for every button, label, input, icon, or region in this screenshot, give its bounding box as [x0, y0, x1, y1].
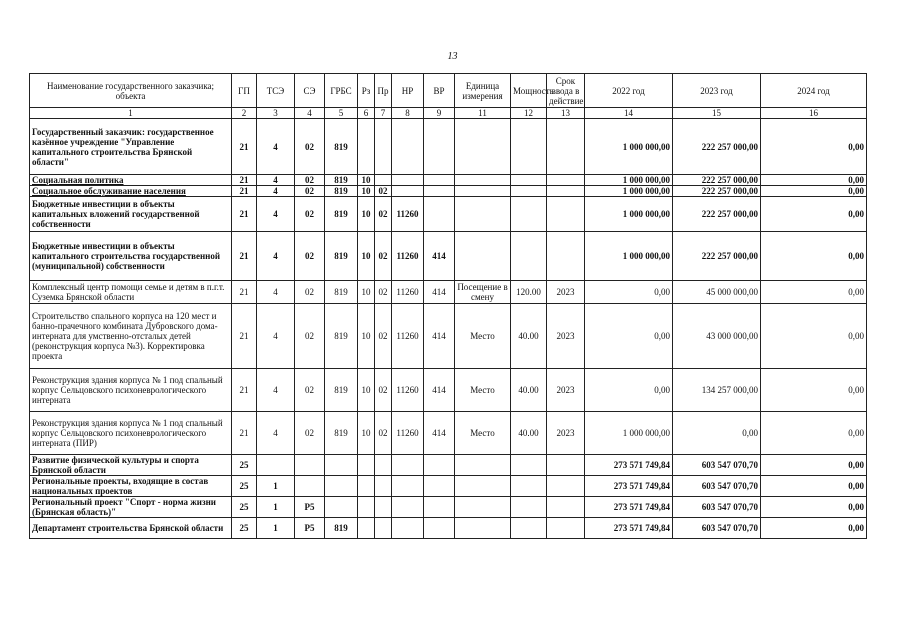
cell-se: 02	[295, 304, 325, 369]
header-2024: 2024 год	[761, 74, 867, 108]
cell-y2023: 0,00	[673, 412, 761, 455]
cell-term	[547, 497, 585, 518]
header-gp: ГП	[232, 74, 257, 108]
cell-capacity: 40.00	[511, 412, 547, 455]
cell-y2024: 0,00	[761, 186, 867, 197]
cell-name: Социальная политика	[30, 175, 232, 186]
column-number: 1	[30, 108, 232, 119]
cell-capacity	[511, 455, 547, 476]
column-number: 12	[511, 108, 547, 119]
cell-nr	[392, 119, 424, 175]
cell-gp: 21	[232, 232, 257, 281]
cell-y2023: 134 257 000,00	[673, 369, 761, 412]
cell-y2023: 603 547 070,70	[673, 497, 761, 518]
cell-unit	[455, 186, 511, 197]
table-row	[30, 119, 867, 175]
cell-y2023: 603 547 070,70	[673, 455, 761, 476]
table-row	[30, 455, 867, 476]
cell-pr: 02	[375, 369, 392, 412]
cell-term	[547, 186, 585, 197]
cell-tse: 4	[257, 304, 295, 369]
cell-y2023: 222 257 000,00	[673, 232, 761, 281]
cell-y2024: 0,00	[761, 518, 867, 539]
header-rz: Рз	[358, 74, 375, 108]
cell-unit	[455, 232, 511, 281]
cell-nr: 11260	[392, 232, 424, 281]
cell-pr: 02	[375, 412, 392, 455]
cell-pr	[375, 518, 392, 539]
cell-term: 2023	[547, 369, 585, 412]
cell-tse: 4	[257, 369, 295, 412]
cell-y2024: 0,00	[761, 497, 867, 518]
table-row	[30, 281, 867, 304]
column-number: 4	[295, 108, 325, 119]
cell-name: Комплексный центр помощи семье и детям в п.г.т. Суземка Брянской области	[30, 281, 232, 304]
cell-vr	[424, 175, 455, 186]
cell-rz: 10	[358, 197, 375, 232]
cell-grbs	[325, 476, 358, 497]
cell-grbs: 819	[325, 175, 358, 186]
cell-gp: 21	[232, 304, 257, 369]
cell-gp: 25	[232, 518, 257, 539]
header-2023: 2023 год	[673, 74, 761, 108]
cell-grbs: 819	[325, 119, 358, 175]
cell-tse: 1	[257, 497, 295, 518]
cell-nr: 11260	[392, 369, 424, 412]
column-number: 14	[585, 108, 673, 119]
cell-se: 02	[295, 412, 325, 455]
cell-pr: 02	[375, 304, 392, 369]
cell-term	[547, 175, 585, 186]
cell-gp: 21	[232, 119, 257, 175]
header-pr: Пр	[375, 74, 392, 108]
cell-tse: 4	[257, 175, 295, 186]
column-number: 16	[761, 108, 867, 119]
cell-y2024: 0,00	[761, 412, 867, 455]
column-number: 13	[547, 108, 585, 119]
cell-gp: 21	[232, 186, 257, 197]
header-se: СЭ	[295, 74, 325, 108]
cell-capacity: 40.00	[511, 304, 547, 369]
cell-nr	[392, 175, 424, 186]
column-number: 11	[455, 108, 511, 119]
cell-term	[547, 197, 585, 232]
cell-se: 02	[295, 281, 325, 304]
cell-y2022: 273 571 749,84	[585, 497, 673, 518]
cell-gp: 25	[232, 455, 257, 476]
cell-name: Региональный проект "Спорт - норма жизни (Брянская область)"	[30, 497, 232, 518]
cell-grbs: 819	[325, 232, 358, 281]
cell-vr	[424, 518, 455, 539]
cell-gp: 21	[232, 197, 257, 232]
header-nr: НР	[392, 74, 424, 108]
cell-tse: 4	[257, 119, 295, 175]
cell-y2023: 222 257 000,00	[673, 186, 761, 197]
cell-vr	[424, 476, 455, 497]
cell-term: 2023	[547, 281, 585, 304]
cell-vr	[424, 186, 455, 197]
cell-y2022: 1 000 000,00	[585, 232, 673, 281]
table-row	[30, 369, 867, 412]
cell-unit	[455, 175, 511, 186]
cell-y2022: 1 000 000,00	[585, 119, 673, 175]
cell-name: Бюджетные инвестиции в объекты капитальных вложений государственной собственности	[30, 197, 232, 232]
cell-rz: 10	[358, 186, 375, 197]
cell-vr: 414	[424, 281, 455, 304]
cell-grbs: 819	[325, 281, 358, 304]
table-row	[30, 497, 867, 518]
cell-capacity	[511, 497, 547, 518]
cell-unit	[455, 119, 511, 175]
cell-y2022: 0,00	[585, 281, 673, 304]
cell-grbs: 819	[325, 412, 358, 455]
cell-capacity	[511, 518, 547, 539]
header-term: Срок ввода в действие	[547, 74, 585, 108]
cell-tse: 4	[257, 232, 295, 281]
cell-name: Реконструкция здания корпуса № 1 под спальный корпус Сельцовского психоневрологического интерната (ПИР)	[30, 412, 232, 455]
cell-name: Региональные проекты, входящие в состав национальных проектов	[30, 476, 232, 497]
table-row	[30, 412, 867, 455]
header-vr: ВР	[424, 74, 455, 108]
cell-term	[547, 455, 585, 476]
cell-capacity	[511, 476, 547, 497]
cell-tse: 4	[257, 186, 295, 197]
cell-capacity	[511, 175, 547, 186]
cell-unit: Место	[455, 304, 511, 369]
cell-y2022: 273 571 749,84	[585, 476, 673, 497]
cell-se	[295, 455, 325, 476]
column-number: 9	[424, 108, 455, 119]
header-row	[30, 74, 867, 108]
cell-gp: 25	[232, 497, 257, 518]
cell-pr	[375, 175, 392, 186]
header-unit: Единица измерения	[455, 74, 511, 108]
cell-y2022: 273 571 749,84	[585, 518, 673, 539]
cell-pr	[375, 455, 392, 476]
cell-term	[547, 476, 585, 497]
cell-vr	[424, 455, 455, 476]
cell-rz: 10	[358, 232, 375, 281]
cell-capacity	[511, 119, 547, 175]
cell-unit	[455, 497, 511, 518]
cell-unit: Место	[455, 369, 511, 412]
table-row	[30, 476, 867, 497]
cell-pr: 02	[375, 186, 392, 197]
cell-nr	[392, 497, 424, 518]
cell-y2022: 1 000 000,00	[585, 175, 673, 186]
column-number: 6	[358, 108, 375, 119]
column-number: 5	[325, 108, 358, 119]
cell-vr: 414	[424, 412, 455, 455]
cell-grbs: 819	[325, 518, 358, 539]
cell-y2024: 0,00	[761, 197, 867, 232]
cell-name: Социальное обслуживание населения	[30, 186, 232, 197]
cell-unit	[455, 455, 511, 476]
cell-term	[547, 518, 585, 539]
column-number: 7	[375, 108, 392, 119]
cell-unit	[455, 518, 511, 539]
cell-y2022: 0,00	[585, 304, 673, 369]
cell-se	[295, 476, 325, 497]
cell-nr	[392, 518, 424, 539]
cell-rz	[358, 497, 375, 518]
cell-y2024: 0,00	[761, 281, 867, 304]
cell-pr	[375, 119, 392, 175]
cell-grbs	[325, 455, 358, 476]
cell-capacity	[511, 197, 547, 232]
cell-name: Реконструкция здания корпуса № 1 под спальный корпус Сельцовского психоневрологического интерната	[30, 369, 232, 412]
column-number-row	[30, 108, 867, 119]
header-grbs: ГРБС	[325, 74, 358, 108]
table-row	[30, 197, 867, 232]
cell-y2024: 0,00	[761, 369, 867, 412]
cell-pr: 02	[375, 197, 392, 232]
cell-y2022: 273 571 749,84	[585, 455, 673, 476]
cell-y2023: 222 257 000,00	[673, 119, 761, 175]
cell-y2023: 45 000 000,00	[673, 281, 761, 304]
cell-se: P5	[295, 518, 325, 539]
cell-vr: 414	[424, 232, 455, 281]
cell-se: P5	[295, 497, 325, 518]
cell-tse: 4	[257, 412, 295, 455]
cell-nr: 11260	[392, 304, 424, 369]
cell-nr	[392, 476, 424, 497]
cell-se: 02	[295, 186, 325, 197]
cell-pr: 02	[375, 232, 392, 281]
cell-y2024: 0,00	[761, 175, 867, 186]
cell-rz	[358, 518, 375, 539]
cell-grbs: 819	[325, 304, 358, 369]
cell-y2023: 43 000 000,00	[673, 304, 761, 369]
cell-y2024: 0,00	[761, 476, 867, 497]
cell-se: 02	[295, 175, 325, 186]
cell-y2023: 222 257 000,00	[673, 197, 761, 232]
cell-rz: 10	[358, 369, 375, 412]
column-number: 8	[392, 108, 424, 119]
cell-gp: 21	[232, 369, 257, 412]
cell-name: Государственный заказчик: государственное казённое учреждение "Управление капитального строительства Брянской области"	[30, 119, 232, 175]
cell-unit	[455, 197, 511, 232]
cell-gp: 21	[232, 412, 257, 455]
cell-gp: 25	[232, 476, 257, 497]
table-row	[30, 304, 867, 369]
cell-se: 02	[295, 119, 325, 175]
cell-y2024: 0,00	[761, 455, 867, 476]
cell-rz	[358, 476, 375, 497]
cell-nr	[392, 186, 424, 197]
cell-tse: 1	[257, 476, 295, 497]
header-2022: 2022 год	[585, 74, 673, 108]
cell-tse: 4	[257, 197, 295, 232]
cell-grbs: 819	[325, 197, 358, 232]
header-capacity: Мощность	[511, 74, 547, 108]
cell-unit	[455, 476, 511, 497]
cell-pr	[375, 476, 392, 497]
cell-tse: 4	[257, 281, 295, 304]
cell-rz: 10	[358, 175, 375, 186]
cell-y2022: 1 000 000,00	[585, 186, 673, 197]
cell-y2024: 0,00	[761, 304, 867, 369]
cell-vr	[424, 197, 455, 232]
cell-rz: 10	[358, 304, 375, 369]
cell-y2023: 222 257 000,00	[673, 175, 761, 186]
column-number: 2	[232, 108, 257, 119]
budget-table	[29, 73, 867, 539]
cell-capacity: 40.00	[511, 369, 547, 412]
cell-term	[547, 232, 585, 281]
cell-vr	[424, 497, 455, 518]
cell-y2022: 1 000 000,00	[585, 197, 673, 232]
cell-term: 2023	[547, 412, 585, 455]
cell-nr: 11260	[392, 412, 424, 455]
table-row	[30, 518, 867, 539]
cell-nr: 11260	[392, 197, 424, 232]
table-row	[30, 232, 867, 281]
cell-se: 02	[295, 197, 325, 232]
page-number: 13	[447, 51, 458, 62]
cell-rz	[358, 119, 375, 175]
cell-pr	[375, 497, 392, 518]
cell-vr	[424, 119, 455, 175]
cell-grbs	[325, 497, 358, 518]
cell-name: Развитие физической культуры и спорта Брянской области	[30, 455, 232, 476]
cell-tse: 1	[257, 518, 295, 539]
column-number: 15	[673, 108, 761, 119]
header-name: Наименование государственного заказчика; объекта	[30, 74, 232, 108]
column-number: 3	[257, 108, 295, 119]
table-row	[30, 186, 867, 197]
table-row	[30, 175, 867, 186]
cell-se: 02	[295, 232, 325, 281]
cell-vr: 414	[424, 369, 455, 412]
cell-y2024: 0,00	[761, 232, 867, 281]
cell-gp: 21	[232, 175, 257, 186]
cell-name: Департамент строительства Брянской области	[30, 518, 232, 539]
cell-y2022: 1 000 000,00	[585, 412, 673, 455]
cell-vr: 414	[424, 304, 455, 369]
cell-se: 02	[295, 369, 325, 412]
cell-name: Бюджетные инвестиции в объекты капитального строительства государственной (муниципальной) собственности	[30, 232, 232, 281]
cell-term: 2023	[547, 304, 585, 369]
cell-gp: 21	[232, 281, 257, 304]
header-tse: ТСЭ	[257, 74, 295, 108]
cell-nr	[392, 455, 424, 476]
cell-capacity	[511, 186, 547, 197]
cell-y2023: 603 547 070,70	[673, 476, 761, 497]
cell-nr: 11260	[392, 281, 424, 304]
cell-unit: Место	[455, 412, 511, 455]
cell-y2022: 0,00	[585, 369, 673, 412]
cell-tse	[257, 455, 295, 476]
cell-y2023: 603 547 070,70	[673, 518, 761, 539]
cell-pr: 02	[375, 281, 392, 304]
cell-unit: Посещение в смену	[455, 281, 511, 304]
cell-term	[547, 119, 585, 175]
cell-grbs: 819	[325, 369, 358, 412]
cell-capacity: 120.00	[511, 281, 547, 304]
cell-rz: 10	[358, 412, 375, 455]
cell-rz	[358, 455, 375, 476]
cell-y2024: 0,00	[761, 119, 867, 175]
table-body	[30, 119, 867, 539]
cell-grbs: 819	[325, 186, 358, 197]
cell-rz: 10	[358, 281, 375, 304]
cell-name: Строительство спального корпуса на 120 мест и банно-прачечного комбината Дубровского дома-интерната для умственно-отсталых детей (реконструкция корпуса №3). Корректировка проекта	[30, 304, 232, 369]
cell-capacity	[511, 232, 547, 281]
